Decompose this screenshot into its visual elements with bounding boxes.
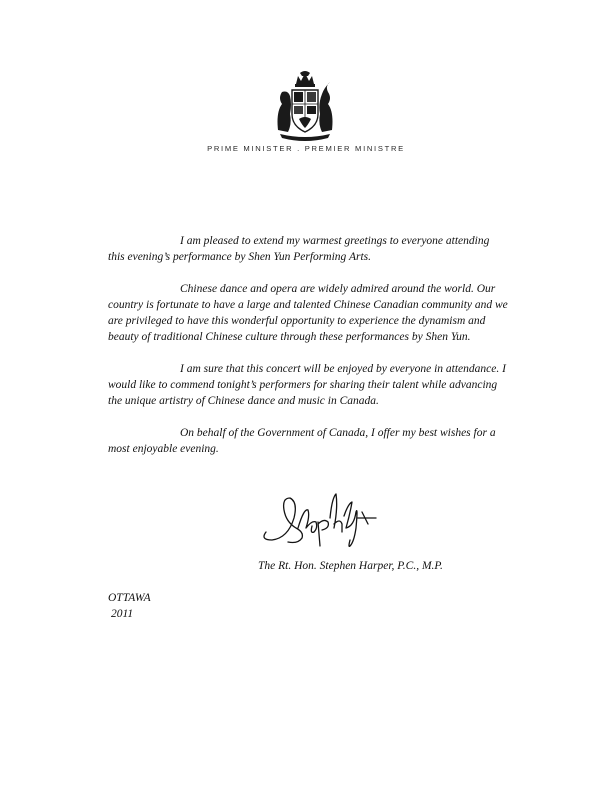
signer-name: The Rt. Hon. Stephen Harper, P.C., M.P. (258, 560, 443, 572)
handwritten-signature-icon (258, 488, 384, 552)
paragraph-culture: Chinese dance and opera are widely admired around the world. Our country is fortunate to have a large and talented Chinese Canadian community and we are privileged to have this wonderful opportunity to experience the dynamism and beauty of traditional Chinese culture through these performances by Shen Yun. (108, 283, 508, 343)
coat-of-arms-icon (272, 70, 338, 144)
paragraph-greeting: I am pleased to extend my warmest greetings to everyone attending this evening’s performance by Shen Yun Performing Arts. (108, 235, 490, 263)
letter-year: 2011 (111, 608, 134, 620)
paragraph-commendation: I am sure that this concert will be enjoyed by everyone in attendance. I would like to commend tonight’s performers for sharing their talent while advancing the unique artistry of Chinese dance and music in Canada. (108, 363, 506, 407)
letter-body (108, 233, 508, 473)
paragraph-best-wishes: On behalf of the Government of Canada, I offer my best wishes for a most enjoyable evening. (108, 427, 496, 455)
place-name: OTTAWA (108, 592, 151, 604)
office-title: PRIME MINISTER . PREMIER MINISTRE (207, 144, 405, 153)
